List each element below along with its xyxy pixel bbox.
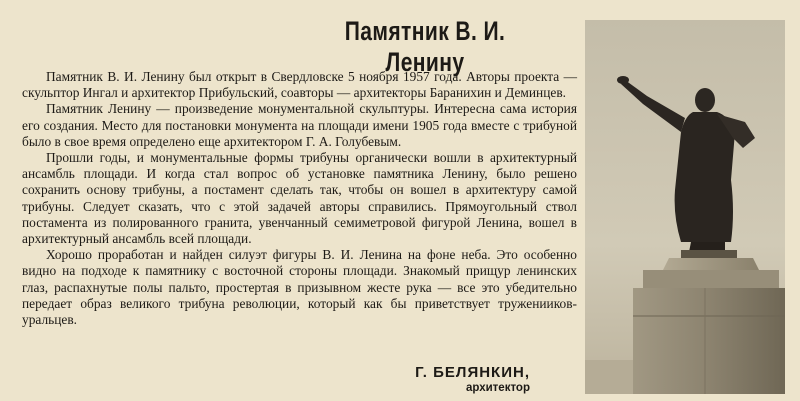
- article-title: Памятник В. И. Ленину: [344, 16, 506, 77]
- article-paragraph: Памятник Ленину — произведение монументальной скульптуры. Интересна сама история его создания. Место для постановки монумента на площади имени 1905 года вместе с трибуной было в свое время определено еще архитектором Г. А. Голубевым.: [22, 101, 577, 149]
- article-paragraph: Памятник В. И. Ленину был открыт в Свердловске 5 ноября 1957 года. Авторы проекта — скульптор Ингал и архитектор Прибульский, соавторы — архитекторы Баранихин и Деминцев.: [22, 69, 577, 101]
- monument-photo: [585, 20, 785, 394]
- pedestal: [633, 258, 785, 394]
- author-name: Г. БЕЛЯНКИН,: [415, 364, 530, 381]
- article-body: [22, 69, 577, 328]
- article-paragraph: Прошли годы, и монументальные формы трибуны органически вошли в архитектурный ансамбль площади. И когда стал вопрос об установке памятника Ленину, было решено сохранить основу трибуны, а постамент сделать так, чтобы он вошел в архитектуру самой трибуны. Следует сказать, что с этой задачей авторы справились. Прямоугольный ствол постамента из полированного гранита, увенчанный семиметровой фигурой Ленина, вошел в архитектурный ансамбль всей площади.: [22, 150, 577, 247]
- author-role: архитектор: [465, 382, 530, 394]
- article-paragraph: Хорошо проработан и найден силуэт фигуры В. И. Ленина на фоне неба. Это особенно видно на подходе к памятнику с восточной стороны площади. Знакомый прищур ленинских глаз, распахнутые полы пальто, простертая в призывном жесте рука — все это убедительно передает образ великого трибуна революции, который как бы приветствует труженииков-уральцев.: [22, 247, 577, 328]
- signature-block: [415, 365, 530, 395]
